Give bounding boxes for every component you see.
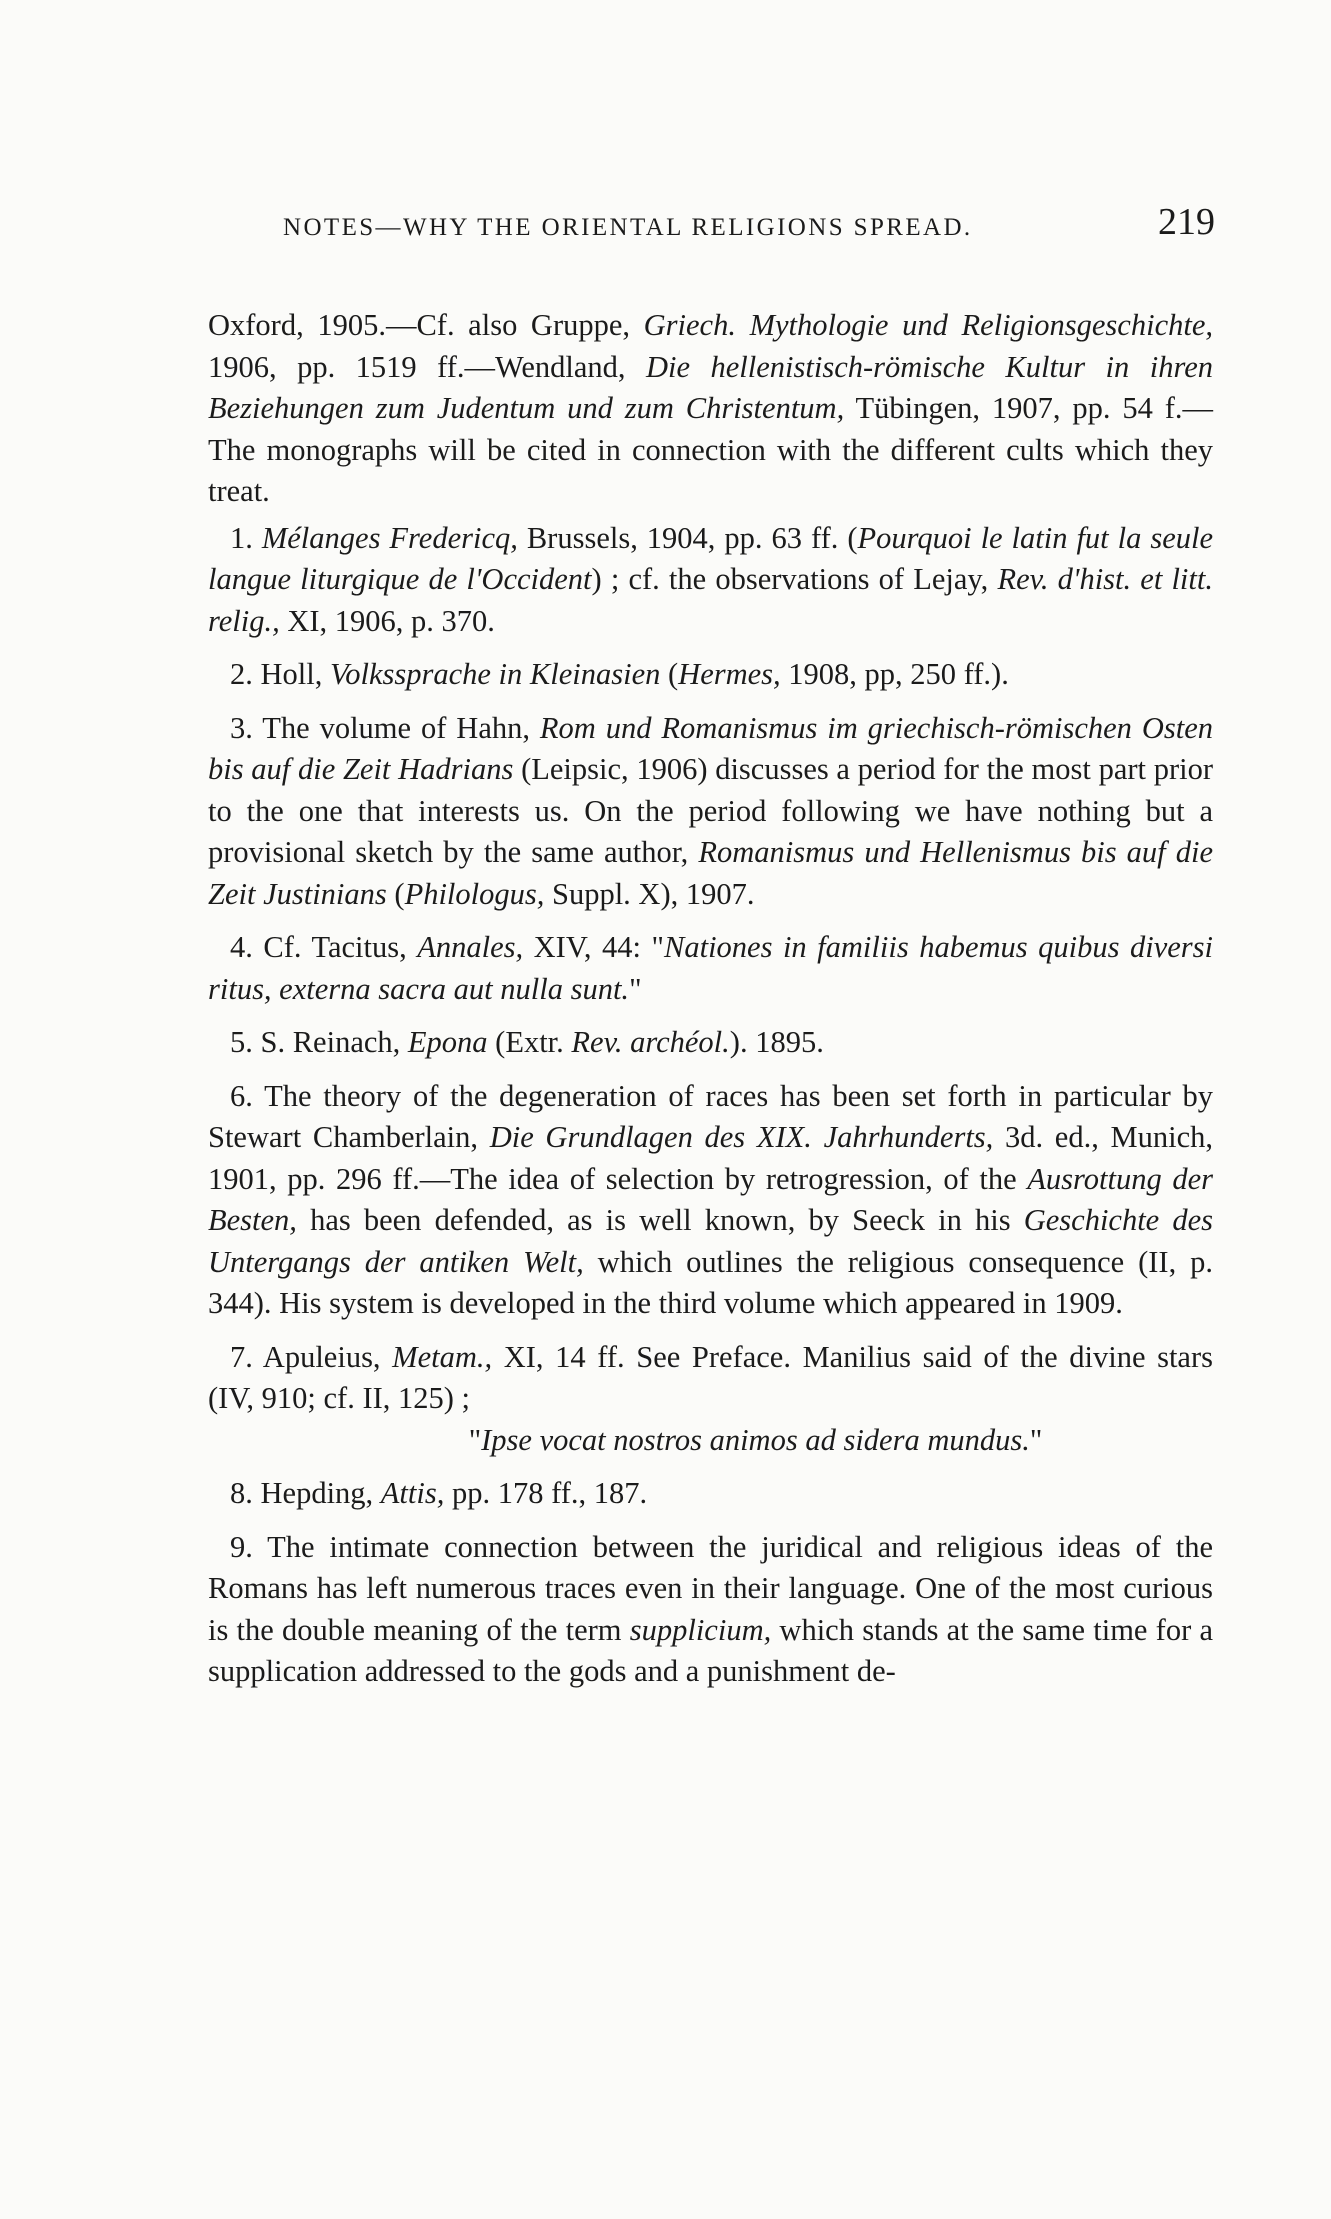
- text-run: 1906, pp. 1519 ff.—Wendland,: [208, 349, 647, 384]
- text-run: XI, 1906, p. 370.: [279, 603, 495, 638]
- italic-text: Metam.,: [392, 1339, 493, 1374]
- text-run: 3. The volume of Hahn,: [230, 710, 540, 745]
- text-run: which stands at the same time for a supplication addressed to the gods and a punishment de-: [208, 1612, 1213, 1688]
- text-run: (Leipsic, 1906) discusses a period for the most part prior to the one that interests us. On the period following we have nothing but a provisional sketch by the same author,: [208, 752, 1213, 869]
- italic-text: Mélanges Fredericq,: [261, 520, 518, 555]
- text-run: 4. Cf. Tacitus,: [230, 930, 418, 964]
- text-run: ": [468, 1422, 482, 1457]
- running-header: [283, 201, 1215, 248]
- italic-text: Hermes,: [678, 657, 781, 691]
- text-run: 5. S. Reinach,: [230, 1025, 408, 1059]
- text-run: (: [660, 657, 679, 691]
- text-run: ). 1895.: [729, 1025, 824, 1059]
- notes-body: [208, 305, 1213, 1693]
- text-run: XI, 14 ff. See Preface. Manilius said of the divine stars (IV, 910; cf. II, 125) ;: [208, 1339, 1213, 1415]
- text-run: pp. 178 ff., 187.: [444, 1476, 648, 1510]
- text-run: (: [386, 876, 405, 911]
- text-run: which outlines the religious consequence (II, p. 344). His system is developed in the third volume which appeared in 1909.: [208, 1244, 1213, 1320]
- note-9: [208, 1527, 1213, 1693]
- text-run: 6. The theory of the degeneration of races has been set forth in particular by Stewart Chamberlain,: [208, 1078, 1213, 1154]
- text-run: 8. Hepding,: [230, 1476, 381, 1510]
- note-7-quotation: [208, 1420, 1213, 1462]
- running-title: NOTES—WHY THE ORIENTAL RELIGIONS SPREAD.: [283, 214, 973, 241]
- note-continuation: [208, 305, 1213, 513]
- italic-text: Ipse vocat nostros animos ad sidera mundus.: [481, 1422, 1030, 1457]
- italic-text: Rev. archéol.: [571, 1025, 730, 1059]
- italic-text: supplicium,: [629, 1612, 772, 1647]
- note-2: [208, 654, 1213, 696]
- text-run: 2. Holl,: [230, 657, 330, 691]
- italic-text: Nationes in familiis habemus quibus diversi ritus, externa sacra aut nulla sunt.: [208, 930, 1214, 1006]
- text-run: (Extr.: [487, 1025, 572, 1059]
- text-run: 7. Apuleius,: [230, 1339, 393, 1374]
- text-run: ": [1029, 1422, 1043, 1457]
- note-6: [208, 1076, 1213, 1325]
- text-run: Brussels, 1904, pp. 63 ff. (: [517, 520, 858, 555]
- text-run: has been defended, as is well known, by Seeck in his: [296, 1203, 1024, 1237]
- italic-text: Rom und Romanismus im griechisch-römischen Osten bis auf die Zeit Hadrians: [208, 710, 1213, 786]
- note-4: [208, 927, 1213, 1010]
- text-run: 1.: [230, 520, 262, 555]
- note-3: [208, 708, 1213, 916]
- italic-text: Attis,: [380, 1476, 445, 1510]
- text-run: ": [629, 971, 642, 1006]
- text-run: Tübingen, 1907, pp. 54 f.—The monographs will be cited in connection with the different cults which they treat.: [208, 391, 1213, 508]
- note-7: [208, 1337, 1213, 1420]
- italic-text: Philologus,: [404, 876, 545, 911]
- italic-text: Die Grundlagen des XIX. Jahrhunderts,: [489, 1120, 994, 1154]
- text-run: Oxford, 1905.—Cf. also Gruppe,: [208, 308, 644, 342]
- text-run: XIV, 44: ": [523, 930, 664, 964]
- italic-text: Epona: [407, 1025, 488, 1059]
- italic-text: Geschichte des Untergangs der antiken Welt,: [208, 1203, 1214, 1279]
- italic-text: Annales,: [417, 930, 524, 964]
- italic-text: Pourquoi le latin fut la seule langue liturgique de l'Occident: [208, 520, 1213, 596]
- italic-text: Volkssprache in Kleinasien: [329, 657, 661, 691]
- italic-text: Romanismus und Hellenismus bis auf die Zeit Justinians: [208, 835, 1213, 911]
- note-8: [208, 1473, 1213, 1515]
- text-run: 9. The intimate connection between the juridical and religious ideas of the Romans has left numerous traces even in their language. One of the most curious is the double meaning of the term: [208, 1529, 1213, 1647]
- page-number: 219: [1158, 201, 1215, 243]
- italic-text: Rev. d'hist. et litt. relig.,: [208, 562, 1213, 638]
- italic-text: Griech. Mythologie und Religionsgeschichte,: [643, 308, 1213, 342]
- italic-text: Die hellenistisch-römische Kultur in ihren Beziehungen zum Judentum und zum Christentum,: [208, 349, 1213, 425]
- text-run: 3d. ed., Munich, 1901, pp. 296 ff.—The idea of selection by retrogression, of the: [208, 1120, 1214, 1196]
- note-1: [208, 518, 1213, 643]
- note-5: [208, 1022, 1213, 1064]
- text-run: ) ; cf. the observations of Lejay,: [591, 562, 998, 596]
- text-run: 1908, pp, 250 ff.).: [780, 657, 1009, 691]
- text-run: Suppl. X), 1907.: [544, 876, 755, 911]
- italic-text: Ausrottung der Besten,: [208, 1161, 1213, 1237]
